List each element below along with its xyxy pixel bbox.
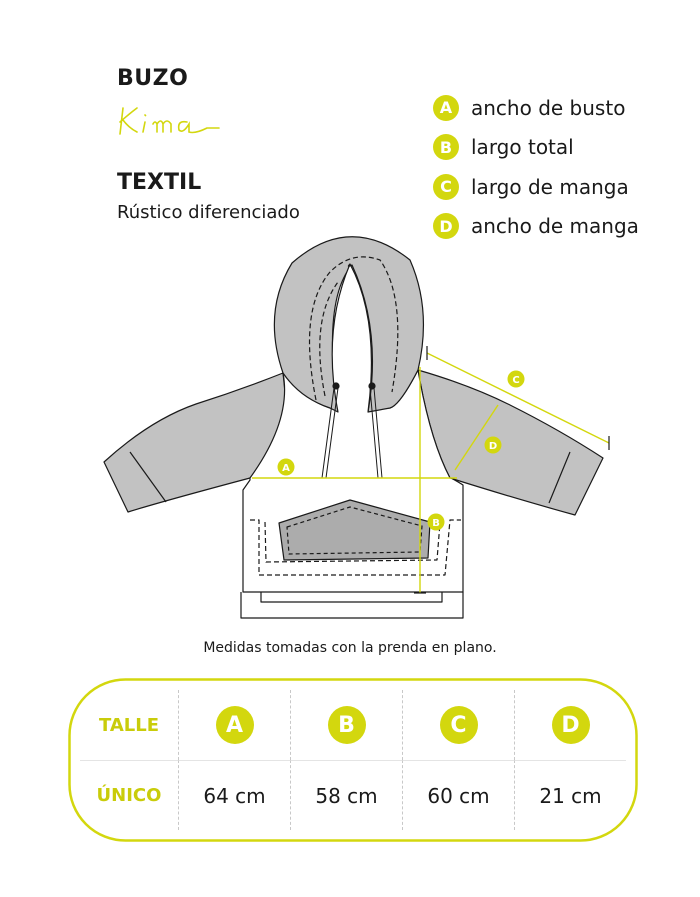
col-header-b [290,690,402,760]
marker-d: D [488,441,498,452]
size-header: TALLE [98,714,160,736]
col-header-d [514,690,626,760]
marker-a: A [282,463,290,474]
letter-d-badge: D [433,213,459,239]
product-type: BUZO [117,66,189,91]
value-b: 58 cm [290,760,402,830]
col-c-badge: C [440,706,478,744]
marker-c: C [512,375,520,386]
legend-label-a: ancho de busto [471,95,626,120]
legend-label-c: largo de manga [471,174,629,199]
row-label: ÚNICO [80,760,178,830]
measurement-note: Medidas tomadas con la prenda en plano. [203,640,497,656]
textile-label: TEXTIL [117,170,202,195]
col-d-badge: D [552,706,590,744]
marker-b: B [432,518,440,529]
letter-a-badge: A [433,95,459,121]
value-a: 64 cm [178,760,290,830]
col-header-c [402,690,514,760]
legend-label-b: largo total [471,135,574,160]
letter-b-badge: B [433,134,459,160]
size-table [80,690,626,830]
legend-label-d: ancho de manga [471,214,639,239]
letter-c-badge: C [433,174,459,200]
fabric-name: Rústico diferenciado [117,202,300,223]
value-d: 21 cm [514,760,626,830]
col-a-badge: A [216,706,254,744]
value-c: 60 cm [402,760,514,830]
col-header-a [178,690,290,760]
col-b-badge: B [328,706,366,744]
